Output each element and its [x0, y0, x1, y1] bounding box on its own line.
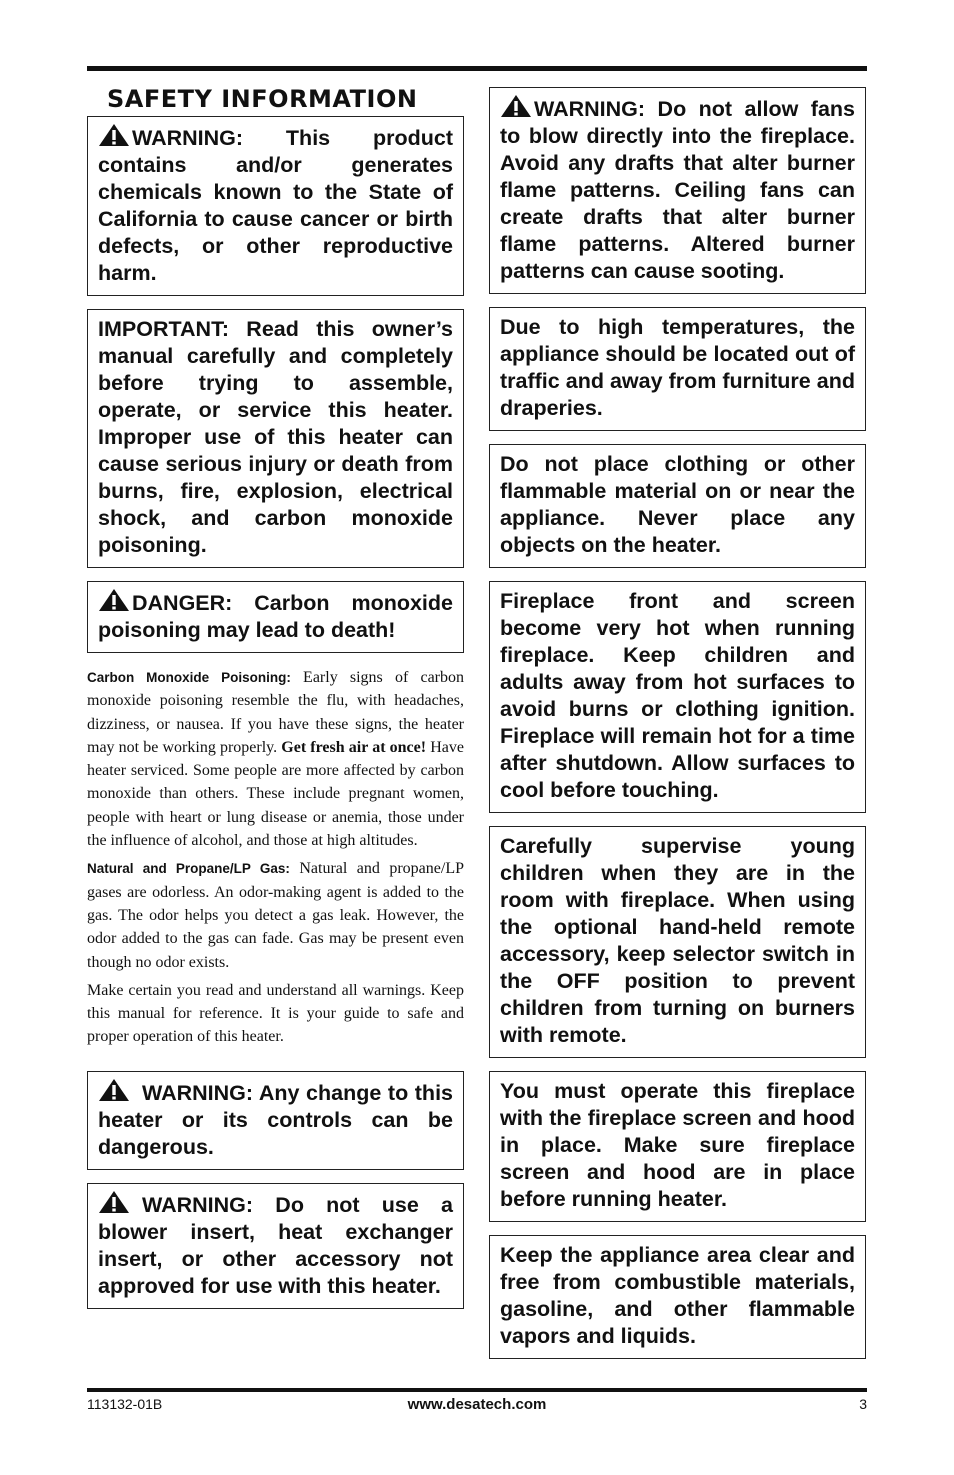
important-box: IMPORTANT: Read this owner’s manual carefully and completely before trying to assemble, operate, or service this heater. Improper use of this heater can cause serious injury or death from burns, fire, explosion, electrical shock, and carbon monoxide poisoning. [87, 309, 464, 568]
warning-triangle-icon [98, 1190, 130, 1214]
warning-text: Any change to this heater or its controls can be dangerous. [98, 1080, 453, 1159]
website-link[interactable]: www.desatech.com [407, 1396, 547, 1413]
co-text-1: Early signs of carbon monoxide poisoning resemble the flu, with headaches, dizziness, or nausea. If you have these signs, the heater may not be working properly. [87, 669, 464, 756]
co-heading: Carbon Monoxide Poisoning: [87, 670, 291, 685]
screen-hood-box: You must operate this fireplace with the fireplace screen and hood in place. Make sure fireplace screen and hood are in place before running heater. [489, 1071, 866, 1222]
gas-paragraph [87, 857, 464, 973]
hot-surfaces-box: Fireplace front and screen become very hot when running fireplace. Keep children and adults away from hot surfaces to avoid burns or clothing ignition. Fireplace will remain hot for a time after shutdown. Allow surfaces to cool before touching. [489, 581, 866, 813]
warning-lead: WARNING: [132, 126, 244, 150]
warning-triangle-icon [98, 588, 130, 612]
section-title: SAFETY INFORMATION [107, 85, 418, 113]
co-bold: Get fresh air at once! [281, 738, 427, 756]
warning-text: Do not allow fans to blow directly into the fireplace. Avoid any drafts that alter burner flame patterns. Ceiling fans can create drafts that alter burner flame patterns. Altered burner patterns can cause sooting. [500, 97, 855, 283]
read-paragraph: Make certain you read and understand all warnings. Keep this manual for reference. It is your guide to safe and proper operation of this heater. [87, 981, 464, 1046]
warning-lead: WARNING: [142, 1080, 254, 1105]
right-column [489, 87, 866, 1372]
warning-fans-box [489, 87, 866, 294]
co-text-2: Have heater serviced. Some people are more affected by carbon monoxide than others. These include pregnant women, people with heart or lung disease or anemia, those under the influence of alcohol, and those at high altitudes. [87, 738, 464, 850]
danger-text: Carbon monoxide poisoning may lead to death! [98, 591, 453, 642]
left-column [87, 80, 464, 1322]
warning-triangle-icon [98, 1078, 130, 1102]
warning-triangle-icon [500, 94, 532, 118]
warning-text: This product contains and/or generates chemicals known to the State of California to cause cancer or birth defects, or other reproductive harm. [98, 126, 453, 285]
top-rule [87, 66, 867, 71]
supervise-children-box: Carefully supervise young children when they are in the room with fireplace. When using the optional hand-held remote accessory, keep selector switch in the OFF position to prevent children from turning on burners with remote. [489, 826, 866, 1058]
clothing-box: Do not place clothing or other flammable material on or near the appliance. Never place any objects on the heater. [489, 444, 866, 568]
clear-area-box: Keep the appliance area clear and free from combustible materials, gasoline, and other flammable vapors and liquids. [489, 1235, 866, 1359]
warning-chemicals-box [87, 116, 464, 296]
bottom-rule [87, 1388, 867, 1392]
co-paragraph [87, 666, 464, 852]
warning-lead: WARNING: [534, 97, 646, 121]
warning-change-box [87, 1071, 464, 1170]
warning-blower-box [87, 1183, 464, 1309]
warning-lead: WARNING: [142, 1192, 254, 1217]
doc-number: 113132-01B [87, 1396, 163, 1412]
temperature-box: Due to high temperatures, the appliance should be located out of traffic and away from furniture and draperies. [489, 307, 866, 431]
warning-text: Do not use a blower insert, heat exchanger insert, or other accessory not approved for use with this heater. [98, 1192, 453, 1298]
danger-box [87, 581, 464, 653]
gas-heading: Natural and Propane/LP Gas: [87, 861, 290, 877]
danger-lead: DANGER: [132, 591, 233, 615]
warning-triangle-icon [98, 123, 130, 147]
gas-text: Natural and propane/LP gases are odorless. An odor-making agent is added to the gas. The odor helps you detect a gas leak. However, the odor added to the gas can fade. Gas may be present even though no odor exists. [87, 860, 464, 971]
page-number: 3 [859, 1396, 867, 1412]
